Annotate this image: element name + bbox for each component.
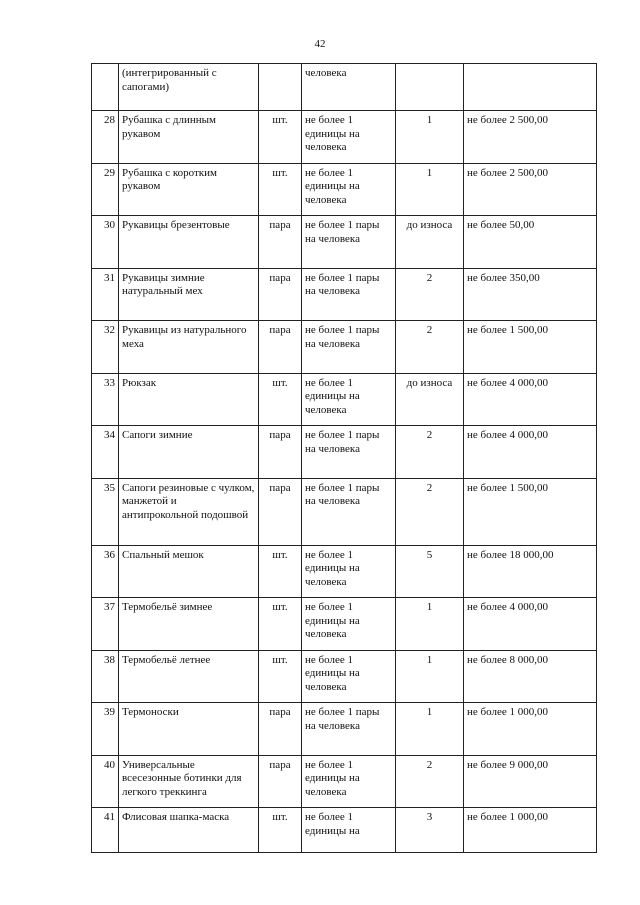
cell-name: Термоноски: [119, 703, 259, 756]
cell-name: (интегрированный с сапогами): [119, 64, 259, 111]
cell-number: 35: [92, 478, 119, 545]
cell-term: до износа: [396, 216, 464, 269]
items-table: [91, 63, 597, 853]
cell-unit: шт.: [259, 163, 302, 216]
cell-norm: не более 1 пары на человека: [302, 478, 396, 545]
cell-name: Флисовая шапка-маска: [119, 808, 259, 853]
cell-term: 1: [396, 111, 464, 164]
cell-term: 1: [396, 650, 464, 703]
cell-term: [396, 64, 464, 111]
cell-unit: пара: [259, 426, 302, 479]
table-row: [92, 808, 597, 853]
cell-name: Рукавицы брезентовые: [119, 216, 259, 269]
cell-term: 2: [396, 755, 464, 808]
cell-number: 32: [92, 321, 119, 374]
cell-number: 38: [92, 650, 119, 703]
cell-price: не более 4 000,00: [464, 426, 597, 479]
cell-name: Термобельё летнее: [119, 650, 259, 703]
table-row: [92, 755, 597, 808]
cell-name: Сапоги зимние: [119, 426, 259, 479]
cell-norm: человека: [302, 64, 396, 111]
cell-term: 5: [396, 545, 464, 598]
cell-norm: не более 1 единицы на человека: [302, 598, 396, 651]
cell-unit: шт.: [259, 111, 302, 164]
cell-norm: не более 1 единицы на человека: [302, 545, 396, 598]
cell-price: не более 1 500,00: [464, 321, 597, 374]
cell-name: Рукавицы из натурального меха: [119, 321, 259, 374]
table-row: [92, 703, 597, 756]
page-number: 42: [314, 38, 326, 50]
cell-norm: не более 1 пары на человека: [302, 426, 396, 479]
cell-norm: не более 1 единицы на человека: [302, 373, 396, 426]
cell-unit: пара: [259, 755, 302, 808]
cell-term: 1: [396, 703, 464, 756]
cell-number: 40: [92, 755, 119, 808]
cell-unit: шт.: [259, 808, 302, 853]
cell-number: 29: [92, 163, 119, 216]
cell-name: Рюкзак: [119, 373, 259, 426]
table-row: [92, 650, 597, 703]
cell-price: не более 50,00: [464, 216, 597, 269]
table-row: [92, 216, 597, 269]
cell-term: до износа: [396, 373, 464, 426]
cell-price: не более 8 000,00: [464, 650, 597, 703]
cell-term: 1: [396, 598, 464, 651]
cell-unit: шт.: [259, 373, 302, 426]
cell-name: Рубашка с коротким рукавом: [119, 163, 259, 216]
cell-price: не более 2 500,00: [464, 163, 597, 216]
cell-unit: пара: [259, 321, 302, 374]
cell-name: Рукавицы зимние натуральный мех: [119, 268, 259, 321]
cell-name: Рубашка с длинным рукавом: [119, 111, 259, 164]
cell-term: 2: [396, 426, 464, 479]
cell-unit: шт.: [259, 650, 302, 703]
table-row-continuation: [92, 64, 597, 111]
cell-norm: не более 1 единицы на человека: [302, 650, 396, 703]
cell-unit: шт.: [259, 545, 302, 598]
cell-number: 34: [92, 426, 119, 479]
cell-norm: не более 1 единицы на: [302, 808, 396, 853]
cell-term: 2: [396, 321, 464, 374]
table-body: [92, 64, 597, 853]
cell-number: 31: [92, 268, 119, 321]
cell-unit: пара: [259, 216, 302, 269]
cell-number: 36: [92, 545, 119, 598]
cell-price: не более 1 500,00: [464, 478, 597, 545]
cell-term: 1: [396, 163, 464, 216]
cell-number: 28: [92, 111, 119, 164]
cell-norm: не более 1 пары на человека: [302, 216, 396, 269]
table-row: [92, 373, 597, 426]
cell-norm: не более 1 единицы на человека: [302, 755, 396, 808]
cell-price: [464, 64, 597, 111]
cell-number: 30: [92, 216, 119, 269]
cell-unit: шт.: [259, 598, 302, 651]
cell-name: Спальный мешок: [119, 545, 259, 598]
table-row: [92, 545, 597, 598]
cell-term: 2: [396, 478, 464, 545]
cell-number: 33: [92, 373, 119, 426]
cell-price: не более 350,00: [464, 268, 597, 321]
cell-number: 39: [92, 703, 119, 756]
cell-price: не более 4 000,00: [464, 598, 597, 651]
cell-unit: пара: [259, 703, 302, 756]
cell-norm: не более 1 единицы на человека: [302, 163, 396, 216]
cell-name: Универсальные всесезонные ботинки для легкого треккинга: [119, 755, 259, 808]
cell-number: 41: [92, 808, 119, 853]
cell-price: не более 1 000,00: [464, 703, 597, 756]
table-row: [92, 321, 597, 374]
cell-unit: пара: [259, 478, 302, 545]
cell-term: 2: [396, 268, 464, 321]
cell-term: 3: [396, 808, 464, 853]
cell-unit: пара: [259, 268, 302, 321]
table-row: [92, 426, 597, 479]
table-row: [92, 163, 597, 216]
table-row: [92, 111, 597, 164]
table-row: [92, 478, 597, 545]
cell-name: Термобельё зимнее: [119, 598, 259, 651]
cell-number: [92, 64, 119, 111]
cell-price: не более 2 500,00: [464, 111, 597, 164]
cell-name: Сапоги резиновые с чулком, манжетой и антипрокольной подошвой: [119, 478, 259, 545]
cell-price: не более 9 000,00: [464, 755, 597, 808]
table-row: [92, 598, 597, 651]
cell-unit: [259, 64, 302, 111]
cell-norm: не более 1 единицы на человека: [302, 111, 396, 164]
cell-price: не более 1 000,00: [464, 808, 597, 853]
cell-norm: не более 1 пары на человека: [302, 703, 396, 756]
cell-norm: не более 1 пары на человека: [302, 268, 396, 321]
cell-price: не более 4 000,00: [464, 373, 597, 426]
cell-price: не более 18 000,00: [464, 545, 597, 598]
table-row: [92, 268, 597, 321]
cell-number: 37: [92, 598, 119, 651]
cell-norm: не более 1 пары на человека: [302, 321, 396, 374]
